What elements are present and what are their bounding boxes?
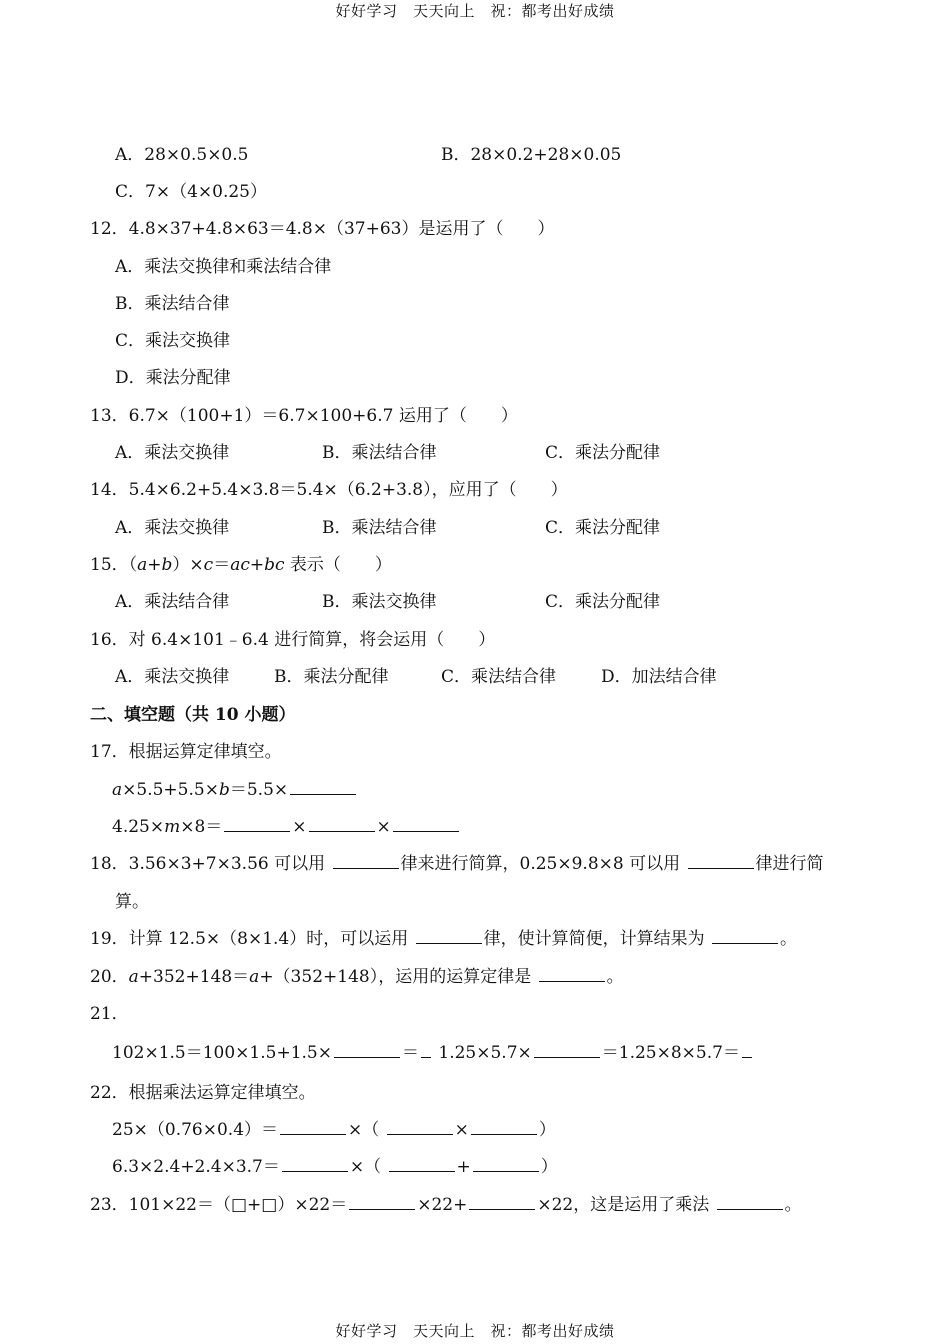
q22-line1 (112, 1118, 556, 1142)
q22-text: ×（ (348, 1120, 385, 1140)
q20-text: +352+148＝ (138, 967, 250, 987)
q16-stem: 16．对 6.4×101﹣6.4 进行简算，将会运用（ ） (90, 630, 496, 650)
q15-var-ac: ac (230, 555, 250, 575)
answer-blank[interactable] (334, 1056, 400, 1058)
q13-stem: 13．6.7×（100+1）＝6.7×100+6.7 运用了（ ） (90, 406, 518, 426)
q20-text: +（352+148），运用的运算定律是 (259, 967, 537, 987)
q22-text: 25×（0.76×0.4）＝ (112, 1120, 279, 1140)
q22-line2 (112, 1155, 558, 1179)
q15-var-b: b (161, 555, 173, 575)
answer-blank[interactable] (712, 942, 778, 944)
q20-line (90, 965, 624, 989)
q19-text: 19．计算 12.5×（8×1.4）时，可以运用 (90, 929, 414, 949)
q17-l1-tail: ＝5.5× (229, 780, 289, 800)
q21-text: 1.25×5.7× (432, 1043, 532, 1063)
q17-line2 (112, 815, 461, 839)
q11-option-c: C．7×（4×0.25） (115, 182, 267, 202)
answer-blank[interactable] (416, 942, 482, 944)
q11-option-b: B．28×0.2+28×0.05 (441, 145, 622, 165)
answer-blank[interactable] (280, 1133, 346, 1135)
answer-blank[interactable] (290, 793, 356, 795)
q18-text: 律进行简 (755, 854, 824, 874)
q22-stem: 22．根据乘法运算定律填空。 (90, 1083, 316, 1103)
q18-text: 律来进行简算，0.25×9.8×8 可以用 (400, 854, 686, 874)
answer-blank[interactable] (224, 830, 290, 832)
q16-option-a: A．乘法交换律 (115, 667, 230, 687)
q14-stem: 14．5.4×6.2+5.4×3.8＝5.4×（6.2+3.8），应用了（ ） (90, 480, 568, 500)
q18-line1 (90, 852, 824, 876)
q21-text: ＝1.25×8×5.7＝ (601, 1043, 740, 1063)
q20-num: 20． (90, 967, 129, 987)
page-footer: 好好学习 天天向上 祝：都考出好成绩 (335, 1322, 615, 1340)
q13-option-c: C．乘法分配律 (545, 443, 661, 463)
q17-var-a: a (112, 780, 123, 800)
page-header: 好好学习 天天向上 祝：都考出好成绩 (335, 2, 615, 20)
q15-option-a: A．乘法结合律 (115, 592, 230, 612)
q21-num: 21． (90, 1004, 129, 1024)
answer-blank[interactable] (282, 1170, 348, 1172)
q15-num: 15．（ (90, 555, 138, 575)
answer-blank[interactable] (333, 867, 399, 869)
q15-option-c: C．乘法分配律 (545, 592, 661, 612)
q22-text: ） (540, 1157, 558, 1177)
q17-times: × (376, 817, 391, 837)
q21-text: 102×1.5＝100×1.5+1.5× (112, 1043, 332, 1063)
q21-text: ＝ (401, 1043, 419, 1063)
q15-tail: 表示（ ） (284, 555, 392, 575)
q15-var-bc: bc (264, 555, 285, 575)
q22-text: × (454, 1120, 469, 1140)
q16-option-b: B．乘法分配律 (274, 667, 389, 687)
q19-text: 。 (780, 929, 798, 949)
q23-line (90, 1193, 802, 1217)
q15-var-a: a (137, 555, 148, 575)
q17-l2-mid: ×8＝ (180, 817, 223, 837)
q19-line (90, 927, 797, 951)
q20-text: 。 (606, 967, 624, 987)
answer-blank[interactable] (534, 1056, 600, 1058)
answer-blank[interactable] (387, 1133, 453, 1135)
q17-times: × (292, 817, 307, 837)
answer-blank[interactable] (539, 980, 605, 982)
q13-option-a: A．乘法交换律 (115, 443, 230, 463)
q14-option-c: C．乘法分配律 (545, 518, 661, 538)
q17-stem: 17．根据运算定律填空。 (90, 742, 282, 762)
q14-option-b: B．乘法结合律 (322, 518, 437, 538)
q22-text: ×（ (349, 1157, 387, 1177)
q23-text: ×22+ (417, 1195, 468, 1215)
q21-line (112, 1041, 754, 1065)
q14-option-a: A．乘法交换律 (115, 518, 230, 538)
answer-blank[interactable] (471, 1133, 537, 1135)
answer-blank[interactable] (688, 867, 754, 869)
answer-blank[interactable] (349, 1208, 415, 1210)
q19-text: 律，使计算简便，计算结果为 (483, 929, 711, 949)
answer-blank[interactable] (389, 1170, 455, 1172)
q20-var-a: a (249, 967, 260, 987)
q12-option-c: C．乘法交换律 (115, 331, 231, 351)
q17-l1-mid: ×5.5+5.5× (122, 780, 219, 800)
q17-line1 (112, 778, 358, 802)
q20-var-a: a (128, 967, 139, 987)
q15-stem (90, 553, 392, 577)
q12-stem: 12．4.8×37+4.8×63＝4.8×（37+63）是运用了（ ） (90, 219, 555, 239)
answer-blank[interactable] (309, 830, 375, 832)
q12-option-a: A．乘法交换律和乘法结合律 (115, 257, 332, 277)
q22-text: 6.3×2.4+2.4×3.7＝ (112, 1157, 280, 1177)
q13-option-b: B．乘法结合律 (322, 443, 437, 463)
q15-eq: ＝ (213, 555, 231, 575)
answer-blank[interactable] (469, 1208, 535, 1210)
q18-line2: 算。 (115, 892, 149, 912)
q12-option-b: B．乘法结合律 (115, 294, 230, 314)
q23-text: 。 (784, 1195, 802, 1215)
section-heading: 二、填空题（共 10 小题） (90, 705, 296, 725)
q15-plus2: + (249, 555, 265, 575)
q16-option-c: C．乘法结合律 (441, 667, 557, 687)
answer-blank[interactable] (393, 830, 459, 832)
answer-blank[interactable] (421, 1056, 431, 1058)
q23-text: 23．101×22＝（□+□）×22＝ (90, 1195, 348, 1215)
q22-text: + (456, 1157, 471, 1177)
q22-text: ） (538, 1120, 556, 1140)
q18-text: 18．3.56×3+7×3.56 可以用 (90, 854, 331, 874)
q12-option-d: D．乘法分配律 (115, 368, 231, 388)
q17-var-b: b (218, 780, 230, 800)
answer-blank[interactable] (717, 1208, 783, 1210)
q17-var-m: m (164, 817, 181, 837)
q15-plus: + (147, 555, 162, 575)
q11-option-a: A．28×0.5×0.5 (115, 145, 249, 165)
q17-l2-pre: 4.25× (112, 817, 165, 837)
q23-text: ×22，这是运用了乘法 (537, 1195, 715, 1215)
q15-mid: ）× (172, 555, 204, 575)
q16-option-d: D．加法结合律 (601, 667, 717, 687)
q15-var-c: c (203, 555, 214, 575)
q15-option-b: B．乘法交换律 (322, 592, 437, 612)
answer-blank[interactable] (742, 1056, 752, 1058)
answer-blank[interactable] (473, 1170, 539, 1172)
